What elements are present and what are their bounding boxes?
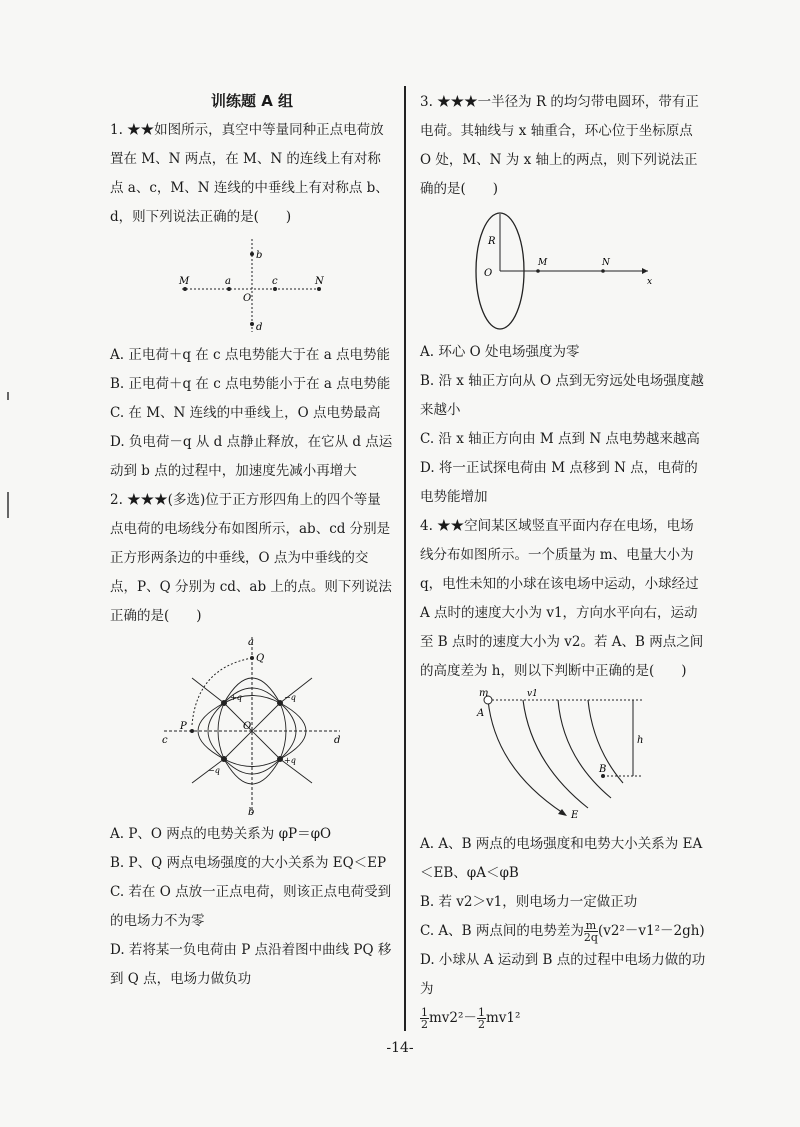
column-divider (404, 86, 406, 1031)
q4-label-v1: v1 (527, 689, 538, 699)
q3-figure (468, 206, 658, 336)
q2-point-Q (250, 656, 254, 660)
q1-point-a (227, 287, 231, 291)
q2-label-c: c (162, 735, 168, 746)
q4-label-h: h (637, 735, 644, 746)
section-heading: 训练题 A 组 (210, 92, 294, 110)
q1-label-N: N (315, 276, 324, 287)
q2-label-charge-tl: +q (230, 693, 242, 702)
q4-stem: 4. ★★空间某区域竖直平面内存在电场，电场线分布如图所示。一个质量为 m、电量大小为 q，电性未知的小球在该电场中运动，小球经过 A 点时的速度大小为 v1，方向水平向右，运动至 B 点时的速度大小为 v2。若 A、B 两点之间的高度差为 h，则以下判断中正确的是( ) (420, 518, 704, 679)
q4-option-d-mid: mv2²－ (429, 1010, 477, 1026)
q1-point-b (250, 252, 254, 256)
q1-point-d (250, 322, 254, 326)
q2-charge-bl (221, 756, 227, 762)
q2-figure (152, 633, 352, 818)
q4-option-b: B. 若 v2＞v1，则电场力一定做正功 (420, 894, 638, 910)
q2-label-Q: Q (256, 653, 265, 664)
q1-label-b: b (256, 250, 263, 261)
q3-option-b: B. 沿 x 轴正方向从 O 点到无穷远处电场强度越来越小 (420, 373, 704, 418)
q2-label-charge-tr: −q (284, 693, 296, 702)
q2-option-a: A. P、O 两点的电势关系为 φP＝φO (110, 826, 332, 842)
q3-stem: 3. ★★★一半径为 R 的均匀带电圆环，带有正电荷。其轴线与 x 轴重合，环心位于坐标原点 O 处，M、N 为 x 轴上的两点，则下列说法正确的是( ) (420, 94, 699, 197)
q2-curve-pq (192, 658, 252, 725)
q1-point-N (317, 287, 321, 291)
q1-label-c: c (272, 276, 278, 287)
q2-charge-br (277, 756, 283, 762)
q4-option-d-post: mv1² (485, 1010, 521, 1026)
q3-point-N (601, 269, 605, 273)
q4-option-d-f2-den: 2 (477, 1018, 485, 1031)
q4-field-lines (488, 700, 623, 813)
q1-label-d: d (256, 322, 263, 333)
q4-figure (463, 688, 663, 828)
q3-label-x: x (647, 277, 653, 287)
q3-option-d: D. 将一正试探电荷由 M 点移到 N 点，电荷的电势能增加 (420, 460, 698, 505)
q4-option-d-fraction-1 (420, 1007, 429, 1030)
q1-option-d: D. 负电荷－q 从 d 点静止释放，在它从 d 点运动到 b 点的过程中，加速度先减小再增大 (110, 434, 393, 479)
binding-mark-1 (7, 392, 9, 400)
binding-mark-2 (7, 492, 9, 518)
q4-option-a: A. A、B 两点的电场强度和电势大小关系为 EA＜EB、φA＜φB (420, 836, 703, 881)
q1-option-c: C. 在 M、N 连线的中垂线上，O 点电势最高 (110, 405, 381, 421)
q2-label-charge-br: +q (284, 756, 296, 765)
q4-option-c-pre: C. A、B 两点间的电势差为 (420, 923, 584, 939)
q1-label-O: O (243, 293, 252, 304)
q4-option-c (420, 917, 706, 946)
q1-option-b: B. 正电荷＋q 在 c 点电势能小于在 a 点电势能 (110, 376, 391, 392)
q2-option-b: B. P、Q 两点电场强度的大小关系为 EQ＜EP (110, 855, 387, 871)
q1-figure (167, 234, 337, 339)
q4-option-c-post: (v2²－v1²－2gh) (597, 923, 705, 939)
q4-label-m: m (479, 688, 489, 699)
q3-label-O: O (484, 268, 493, 279)
q4-option-d-f2-num: 1 (477, 1006, 485, 1019)
q2-stem: 2. ★★★(多选)位于正方形四角上的四个等量点电荷的电场线分布如图所示，ab、cd 分别是正方形两条边的中垂线，O 点为中垂线的交点，P、Q 分别为 cd、ab 上的点。则下列说法正确的是( ) (110, 492, 392, 624)
q4-label-B: B (599, 764, 607, 775)
q2-option-c: C. 若在 O 点放一正点电荷，则该正点电荷受到的电场力不为零 (110, 884, 392, 929)
q4-option-d-f1-num: 1 (421, 1006, 428, 1019)
q2-label-a: a (248, 637, 254, 648)
q2-option-d: D. 若将某一负电荷由 P 点沿着图中曲线 PQ 移到 Q 点，电场力做负功 (110, 942, 392, 987)
q4-label-A: A (477, 708, 485, 719)
right-column (420, 88, 706, 1033)
q1-point-c (273, 287, 277, 291)
q2-label-d: d (334, 735, 341, 746)
q3-option-a: A. 环心 O 处电场强度为零 (420, 344, 580, 360)
q4-option-c-fraction (584, 920, 598, 943)
q2-label-b: b (248, 807, 255, 818)
q2-charge-tr (277, 700, 283, 706)
q1-option-a: A. 正电荷＋q 在 c 点电势能大于在 a 点电势能 (110, 347, 391, 363)
q3-label-N: N (602, 258, 610, 268)
q2-point-P (190, 729, 194, 733)
q4-option-d-f1-den: 2 (421, 1018, 428, 1031)
q4-option-d (420, 946, 706, 1033)
q4-label-E: E (571, 810, 579, 821)
q4-option-c-den: 2q (583, 931, 598, 944)
q4-option-d-fraction-2 (477, 1007, 486, 1030)
q1-point-M (183, 287, 187, 291)
q2-charge-tl (221, 700, 227, 706)
q1-stem: 1. ★★如图所示，真空中等量同种正点电荷放置在 M、N 两点，在 M、N 的连线上有对称点 a、c，M、N 连线的中垂线上有对称点 b、d，则下列说法正确的是( ) (110, 122, 389, 225)
q3-option-c: C. 沿 x 轴正方向由 M 点到 N 点电势越来越高 (420, 431, 700, 447)
q2-label-P: P (180, 721, 187, 732)
left-column (110, 88, 394, 994)
q2-label-O: O (243, 721, 252, 732)
q4-option-d-pre: D. 小球从 A 运动到 B 点的过程中电场力做的功为 (420, 952, 706, 997)
q3-point-M (536, 269, 540, 273)
q1-label-M: M (179, 276, 190, 287)
q3-arrow (642, 268, 648, 274)
q4-option-c-num: m (585, 919, 597, 932)
page-number: -14- (386, 1040, 414, 1056)
q2-label-charge-bl: −q (208, 766, 220, 775)
q3-label-R: R (488, 236, 496, 247)
q3-label-M: M (538, 258, 548, 268)
q1-label-a: a (225, 276, 231, 287)
